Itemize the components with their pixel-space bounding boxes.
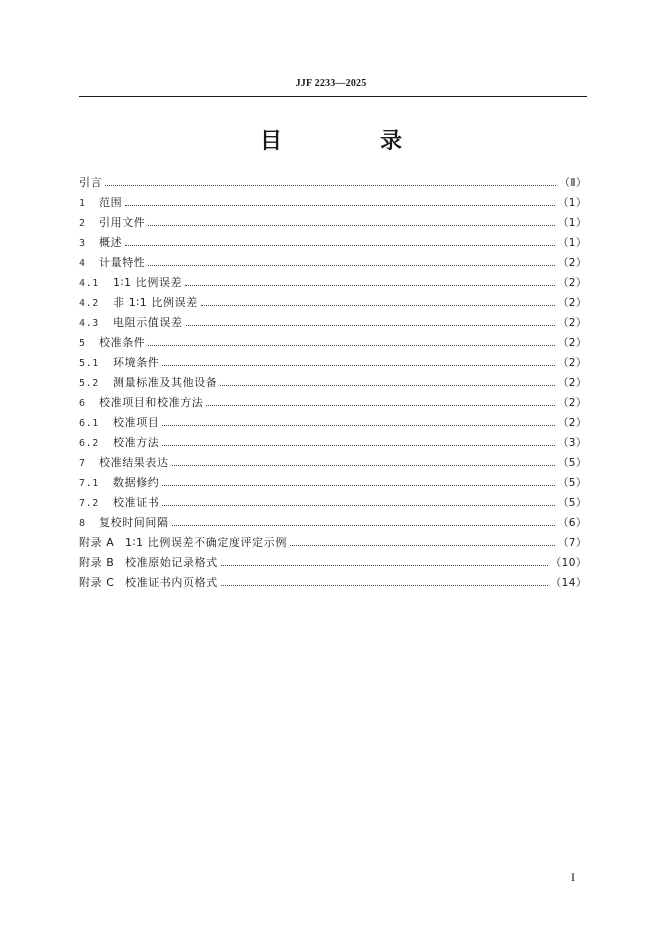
toc-entry-page: （6） — [557, 517, 587, 529]
header-rule — [79, 96, 587, 97]
toc-entry-page: （5） — [557, 497, 587, 509]
toc-entry-label — [79, 354, 159, 370]
toc-entry[interactable] — [79, 554, 587, 574]
toc-dot-leader — [206, 404, 554, 406]
toc-entry[interactable] — [79, 414, 587, 434]
toc-entry-page: （Ⅱ） — [559, 177, 587, 189]
toc-entry-page: （5） — [557, 477, 587, 489]
toc-entry-title: 数据修约 — [113, 476, 160, 489]
toc-entry-title: 校准项目和校准方法 — [99, 396, 204, 409]
toc-dot-leader — [220, 384, 554, 386]
toc-entry-number: 1 — [79, 198, 86, 209]
document-code: JJF 2233—2025 — [295, 78, 367, 89]
toc-entry-title: 校准结果表达 — [99, 456, 169, 469]
toc-entry-number: 5 — [79, 338, 86, 349]
toc-entry-title: 校准证书 — [113, 496, 160, 509]
toc-entry[interactable] — [79, 394, 587, 414]
toc-dot-leader — [201, 304, 555, 306]
toc-entry-number: 2 — [79, 218, 86, 229]
toc-entry-label — [79, 294, 198, 310]
toc-entry-label — [79, 394, 203, 410]
toc-entry-page: （2） — [557, 337, 587, 349]
toc-entry-title: 电阻示值误差 — [113, 316, 183, 329]
toc-entry[interactable] — [79, 194, 587, 214]
table-of-contents — [79, 174, 587, 594]
toc-entry[interactable] — [79, 234, 587, 254]
toc-entry-page: （2） — [557, 297, 587, 309]
toc-dot-leader — [221, 564, 548, 566]
toc-entry-label — [79, 214, 145, 230]
toc-entry-number: 4.3 — [79, 318, 99, 329]
toc-entry-label — [79, 334, 145, 350]
toc-dot-leader — [221, 584, 548, 586]
toc-entry-label — [79, 474, 159, 490]
toc-dot-leader — [162, 504, 554, 506]
toc-entry-title: 校准证书内页格式 — [125, 576, 218, 589]
toc-entry-label — [79, 234, 122, 250]
toc-entry-page: （10） — [550, 557, 587, 569]
toc-entry-page: （2） — [557, 417, 587, 429]
toc-dot-leader — [148, 224, 554, 226]
toc-entry-page: （5） — [557, 457, 587, 469]
toc-entry-number: 4 — [79, 258, 86, 269]
toc-entry-number: 3 — [79, 238, 86, 249]
toc-entry-title: 校准项目 — [113, 416, 160, 429]
toc-entry-page: （3） — [557, 437, 587, 449]
toc-dot-leader — [148, 344, 554, 346]
toc-entry-page: （2） — [557, 277, 587, 289]
toc-entry-number: 8 — [79, 518, 86, 529]
toc-entry-title: 引用文件 — [99, 216, 146, 229]
toc-entry[interactable] — [79, 214, 587, 234]
toc-entry-title: 非 1∶1 比例误差 — [113, 296, 198, 309]
toc-entry-page: （2） — [557, 257, 587, 269]
toc-entry-title: 引言 — [79, 176, 103, 189]
toc-entry[interactable] — [79, 374, 587, 394]
toc-dot-leader — [172, 524, 555, 526]
toc-entry[interactable] — [79, 294, 587, 314]
toc-entry-title: 测量标准及其他设备 — [113, 376, 218, 389]
toc-entry-number: 附录 B — [79, 556, 115, 569]
toc-entry-title: 环境条件 — [113, 356, 160, 369]
toc-entry-page: （1） — [557, 197, 587, 209]
toc-dot-leader — [162, 424, 554, 426]
toc-entry[interactable] — [79, 514, 587, 534]
toc-entry-number: 附录 A — [79, 536, 115, 549]
toc-entry-number: 6.2 — [79, 438, 99, 449]
toc-dot-leader — [172, 464, 555, 466]
toc-entry-title: 校准方法 — [113, 436, 160, 449]
toc-entry-label — [79, 494, 159, 510]
toc-entry-title: 1∶1 比例误差 — [113, 276, 183, 289]
toc-entry-page: （1） — [557, 217, 587, 229]
toc-entry-page: （2） — [557, 357, 587, 369]
toc-entry-label — [79, 554, 218, 570]
toc-entry[interactable] — [79, 174, 587, 194]
toc-entry-label — [79, 454, 169, 470]
toc-entry-label — [79, 534, 287, 550]
toc-entry-label — [79, 514, 169, 530]
toc-entry-label — [79, 314, 183, 330]
toc-entry-page: （14） — [550, 577, 587, 589]
toc-entry-label — [79, 194, 122, 210]
toc-entry[interactable] — [79, 314, 587, 334]
toc-title: 目 录 — [259, 129, 440, 154]
toc-entry[interactable] — [79, 494, 587, 514]
toc-entry-number: 7 — [79, 458, 86, 469]
toc-entry-page: （2） — [557, 397, 587, 409]
toc-dot-leader — [162, 444, 554, 446]
toc-dot-leader — [125, 204, 555, 206]
toc-entry-page: （2） — [557, 317, 587, 329]
toc-entry[interactable] — [79, 354, 587, 374]
toc-dot-leader — [162, 364, 554, 366]
toc-entry[interactable] — [79, 274, 587, 294]
toc-dot-leader — [290, 544, 555, 546]
toc-dot-leader — [185, 284, 555, 286]
toc-entry-number: 5.1 — [79, 358, 99, 369]
toc-entry-page: （7） — [557, 537, 587, 549]
toc-dot-leader — [105, 184, 556, 186]
toc-dot-leader — [125, 244, 555, 246]
toc-entry-number: 7.2 — [79, 498, 99, 509]
toc-dot-leader — [186, 324, 555, 326]
toc-entry[interactable] — [79, 434, 587, 454]
toc-entry-label — [79, 414, 159, 430]
toc-entry-number: 7.1 — [79, 478, 99, 489]
toc-entry-title: 范围 — [99, 196, 123, 209]
toc-entry[interactable] — [79, 454, 587, 474]
toc-entry[interactable] — [79, 574, 587, 594]
toc-entry-number: 4.2 — [79, 298, 99, 309]
toc-entry-title: 1∶1 比例误差不确定度评定示例 — [125, 536, 287, 549]
toc-entry-number: 附录 C — [79, 576, 115, 589]
toc-entry-label — [79, 174, 102, 190]
page-number: I — [571, 870, 575, 884]
toc-entry[interactable] — [79, 474, 587, 494]
toc-entry-number: 6.1 — [79, 418, 99, 429]
toc-entry[interactable] — [79, 534, 587, 554]
toc-entry-number: 5.2 — [79, 378, 99, 389]
toc-entry-title: 概述 — [99, 236, 123, 249]
toc-dot-leader — [162, 484, 554, 486]
toc-entry[interactable] — [79, 254, 587, 274]
toc-entry-number: 6 — [79, 398, 86, 409]
toc-entry-label — [79, 254, 145, 270]
toc-entry-label — [79, 374, 217, 390]
toc-entry-title: 校准条件 — [99, 336, 146, 349]
toc-dot-leader — [148, 264, 554, 266]
toc-entry-title: 计量特性 — [99, 256, 146, 269]
toc-entry-label — [79, 274, 182, 290]
toc-entry-title: 复校时间间隔 — [99, 516, 169, 529]
toc-entry[interactable] — [79, 334, 587, 354]
toc-entry-label — [79, 434, 159, 450]
toc-entry-number: 4.1 — [79, 278, 99, 289]
toc-entry-page: （1） — [557, 237, 587, 249]
toc-entry-label — [79, 574, 218, 590]
toc-entry-page: （2） — [557, 377, 587, 389]
toc-entry-title: 校准原始记录格式 — [125, 556, 218, 569]
